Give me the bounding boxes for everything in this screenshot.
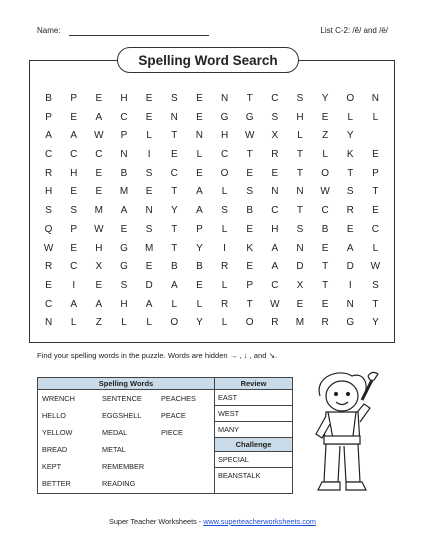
grid-letter[interactable]: G: [346, 317, 355, 329]
footer: [0, 517, 425, 526]
grid-letter[interactable]: B: [170, 261, 178, 273]
grid-letter[interactable]: T: [171, 223, 178, 235]
grid-row: [36, 296, 388, 315]
page-title: Spelling Word Search: [117, 47, 299, 73]
grid-letter[interactable]: E: [346, 223, 354, 235]
grid-letter[interactable]: W: [270, 298, 280, 310]
grid-letter[interactable]: E: [246, 261, 254, 273]
name-field[interactable]: [69, 35, 209, 36]
grid-letter[interactable]: T: [246, 298, 253, 310]
grid-letter[interactable]: W: [94, 130, 104, 142]
grid-letter[interactable]: S: [221, 205, 228, 217]
spelling-word: EGGSHELL: [102, 411, 142, 420]
grid-letter[interactable]: R: [271, 149, 279, 161]
grid-letter[interactable]: T: [246, 149, 253, 161]
grid-letter[interactable]: N: [296, 242, 304, 254]
spelling-word: WRENCH: [42, 394, 75, 403]
grid-letter[interactable]: I: [348, 279, 352, 291]
grid-letter[interactable]: E: [95, 186, 103, 198]
grid-letter[interactable]: L: [221, 279, 228, 291]
grid-letter[interactable]: A: [271, 261, 279, 273]
grid-letter[interactable]: L: [372, 111, 379, 123]
grid-letter[interactable]: W: [43, 242, 54, 254]
grid-letter[interactable]: Z: [322, 130, 329, 142]
grid-letter[interactable]: L: [146, 317, 152, 329]
grid-row: [36, 109, 388, 128]
grid-letter[interactable]: A: [170, 279, 178, 291]
grid-letter[interactable]: E: [246, 167, 254, 179]
grid-row: [36, 146, 388, 165]
grid-letter[interactable]: E: [145, 93, 153, 104]
spelling-word: [161, 441, 218, 458]
grid-letter[interactable]: N: [346, 298, 354, 310]
grid-letter[interactable]: C: [271, 205, 279, 217]
spelling-word: MEDAL: [102, 428, 128, 437]
grid-letter[interactable]: C: [70, 149, 78, 161]
grid-letter[interactable]: S: [170, 93, 178, 104]
spelling-word: KEPT: [42, 462, 62, 471]
spelling-word: [161, 458, 218, 475]
grid-letter[interactable]: E: [95, 279, 103, 291]
grid-letter[interactable]: H: [296, 111, 304, 123]
grid-letter[interactable]: P: [70, 93, 78, 104]
grid-letter[interactable]: I: [72, 279, 76, 291]
grid-letter[interactable]: E: [95, 167, 103, 179]
grid-letter[interactable]: L: [70, 317, 77, 329]
grid-letter[interactable]: P: [120, 130, 128, 142]
grid-letter[interactable]: N: [120, 149, 128, 161]
grid-letter[interactable]: T: [296, 205, 304, 217]
grid-letter[interactable]: E: [321, 298, 329, 310]
spelling-word: PEACHES: [161, 394, 196, 403]
grid-letter[interactable]: L: [121, 317, 127, 329]
grid-letter[interactable]: B: [196, 261, 203, 273]
grid-letter[interactable]: S: [246, 186, 254, 198]
grid-letter[interactable]: R: [220, 261, 229, 273]
grid-letter[interactable]: G: [120, 261, 128, 273]
grid-letter[interactable]: C: [44, 298, 53, 310]
grid-letter[interactable]: A: [45, 130, 52, 142]
grid-letter[interactable]: L: [146, 130, 152, 142]
review-header: Review: [215, 378, 292, 390]
grid-letter[interactable]: C: [120, 111, 128, 123]
grid-letter[interactable]: O: [220, 167, 229, 179]
grid-row: [36, 277, 388, 296]
grid-letter[interactable]: R: [44, 167, 53, 179]
grid-letter[interactable]: Y: [196, 242, 203, 254]
grid-row: [36, 258, 388, 277]
spelling-word: [161, 475, 218, 492]
grid-letter[interactable]: E: [70, 242, 78, 254]
grid-letter[interactable]: X: [95, 261, 103, 273]
spelling-word: REMEMBER: [102, 462, 145, 471]
grid-letter[interactable]: A: [120, 205, 128, 217]
list-label: List C-2: /ĕ/ and /ē/: [320, 26, 388, 35]
grid-letter[interactable]: E: [196, 279, 203, 291]
grid-letter[interactable]: E: [271, 167, 279, 179]
grid-letter[interactable]: S: [296, 93, 304, 104]
grid-letter[interactable]: A: [196, 186, 203, 198]
letter-grid: [36, 90, 388, 333]
grid-letter[interactable]: S: [271, 111, 279, 123]
grid-letter[interactable]: Z: [95, 317, 102, 329]
spelling-words-section: [38, 378, 215, 493]
spelling-word: SENTENCE: [102, 394, 142, 403]
grid-letter[interactable]: A: [196, 205, 203, 217]
grid-letter[interactable]: D: [145, 279, 153, 291]
grid-row: [36, 127, 388, 146]
grid-row: [36, 221, 388, 240]
grid-letter[interactable]: T: [171, 242, 178, 254]
grid-letter[interactable]: H: [220, 130, 229, 142]
grid-letter[interactable]: E: [372, 205, 379, 217]
grid-letter[interactable]: T: [347, 167, 354, 179]
grid-letter[interactable]: L: [196, 298, 203, 310]
grid-letter[interactable]: K: [346, 149, 354, 161]
grid-letter[interactable]: Y: [196, 317, 203, 329]
grid-letter[interactable]: N: [220, 93, 229, 104]
grid-letter[interactable]: E: [70, 111, 78, 123]
grid-letter[interactable]: S: [372, 279, 379, 291]
grid-letter[interactable]: P: [45, 111, 52, 123]
review-word: EAST: [215, 390, 292, 406]
grid-letter[interactable]: P: [246, 279, 254, 291]
grid-letter[interactable]: D: [296, 261, 304, 273]
grid-letter[interactable]: T: [372, 186, 379, 198]
grid-letter[interactable]: G: [220, 111, 229, 123]
footer-text: Super Teacher Worksheets -: [109, 517, 204, 526]
grid-letter[interactable]: L: [171, 298, 178, 310]
kid-with-wrench-illustration: [300, 366, 388, 496]
grid-letter[interactable]: M: [94, 205, 104, 217]
grid-letter[interactable]: X: [271, 130, 279, 142]
grid-letter[interactable]: C: [321, 205, 329, 217]
grid-letter[interactable]: S: [45, 205, 52, 217]
grid-letter[interactable]: M: [295, 317, 305, 329]
spelling-word: BREAD: [42, 445, 68, 454]
grid-letter[interactable]: C: [271, 93, 279, 104]
grid-letter[interactable]: C: [44, 149, 53, 161]
grid-letter[interactable]: N: [371, 93, 380, 104]
grid-letter[interactable]: O: [346, 93, 355, 104]
spelling-word: BETTER: [42, 479, 71, 488]
grid-letter[interactable]: S: [296, 223, 304, 235]
spelling-word: PIECE: [161, 428, 183, 437]
grid-letter[interactable]: M: [119, 186, 129, 198]
grid-row: [36, 90, 388, 109]
instructions: Find your spelling words in the puzzle. Words are hidden → , ↓ , and ↘.: [37, 351, 278, 360]
grid-letter[interactable]: H: [44, 186, 53, 198]
name-label: Name:: [37, 26, 61, 35]
spelling-words-list: [38, 390, 214, 492]
grid-letter[interactable]: P: [372, 167, 379, 179]
grid-letter[interactable]: W: [94, 223, 104, 235]
grid-letter[interactable]: H: [120, 298, 128, 310]
grid-letter[interactable]: H: [271, 223, 279, 235]
grid-letter[interactable]: L: [347, 111, 354, 123]
grid-letter[interactable]: [363, 127, 388, 146]
grid-letter[interactable]: E: [120, 223, 128, 235]
grid-letter[interactable]: L: [221, 186, 228, 198]
grid-letter[interactable]: K: [246, 242, 254, 254]
footer-link[interactable]: www.superteacherworksheets.com: [203, 517, 316, 526]
spelling-word: METAL: [102, 445, 126, 454]
grid-row: [36, 314, 388, 333]
grid-letter[interactable]: A: [145, 298, 153, 310]
grid-letter[interactable]: O: [245, 317, 254, 329]
grid-letter[interactable]: A: [70, 298, 78, 310]
header: [37, 26, 388, 40]
grid-letter[interactable]: O: [170, 317, 179, 329]
grid-letter[interactable]: E: [145, 261, 153, 273]
grid-letter[interactable]: B: [120, 167, 128, 179]
grid-letter[interactable]: E: [145, 186, 153, 198]
grid-letter[interactable]: C: [95, 149, 103, 161]
grid-letter[interactable]: E: [321, 111, 329, 123]
grid-letter[interactable]: L: [372, 242, 379, 254]
grid-letter[interactable]: E: [196, 111, 203, 123]
grid-letter[interactable]: T: [322, 279, 329, 291]
grid-letter[interactable]: T: [246, 93, 253, 104]
grid-letter[interactable]: O: [321, 167, 329, 179]
grid-letter[interactable]: C: [170, 167, 178, 179]
challenge-header: Challenge: [215, 438, 292, 452]
grid-letter[interactable]: W: [370, 261, 381, 273]
grid-letter[interactable]: T: [296, 167, 304, 179]
spelling-word: PEACE: [161, 411, 186, 420]
grid-letter[interactable]: E: [196, 93, 203, 104]
grid-letter[interactable]: Y: [170, 205, 178, 217]
grid-letter[interactable]: I: [223, 242, 226, 254]
grid-letter[interactable]: N: [296, 186, 304, 198]
grid-letter[interactable]: S: [145, 223, 153, 235]
grid-letter[interactable]: M: [144, 242, 154, 254]
grid-letter[interactable]: C: [220, 149, 229, 161]
grid-letter[interactable]: E: [372, 149, 379, 161]
grid-row: [36, 165, 388, 184]
grid-letter[interactable]: A: [95, 298, 103, 310]
grid-letter[interactable]: E: [170, 149, 178, 161]
spelling-words-header: Spelling Words: [38, 378, 214, 390]
grid-letter[interactable]: E: [321, 242, 329, 254]
grid-letter[interactable]: N: [44, 317, 53, 329]
grid-letter[interactable]: B: [321, 223, 329, 235]
review-word: WEST: [215, 406, 292, 422]
grid-row: [36, 240, 388, 259]
grid-letter[interactable]: I: [147, 149, 151, 161]
grid-letter[interactable]: N: [195, 130, 204, 142]
grid-letter[interactable]: B: [45, 93, 52, 104]
grid-letter[interactable]: E: [246, 223, 254, 235]
grid-letter[interactable]: P: [70, 223, 78, 235]
grid-letter[interactable]: H: [120, 93, 128, 104]
grid-letter[interactable]: W: [244, 130, 255, 142]
grid-letter[interactable]: A: [271, 242, 279, 254]
grid-letter[interactable]: Y: [372, 317, 379, 329]
grid-letter[interactable]: E: [145, 111, 153, 123]
spelling-word: HELLO: [42, 411, 66, 420]
grid-letter[interactable]: S: [120, 279, 128, 291]
grid-letter[interactable]: N: [170, 111, 178, 123]
spelling-word: READING: [102, 479, 136, 488]
grid-letter[interactable]: S: [346, 186, 354, 198]
grid-letter[interactable]: E: [196, 167, 203, 179]
grid-letter[interactable]: B: [246, 205, 254, 217]
grid-letter[interactable]: G: [245, 111, 254, 123]
grid-letter[interactable]: E: [45, 279, 52, 291]
grid-row: [36, 183, 388, 202]
word-table: [37, 377, 293, 494]
grid-letter[interactable]: R: [220, 298, 229, 310]
grid-letter[interactable]: A: [346, 242, 354, 254]
grid-letter[interactable]: C: [371, 223, 380, 235]
spelling-word: YELLOW: [42, 428, 73, 437]
grid-letter[interactable]: A: [70, 130, 78, 142]
grid-letter[interactable]: R: [346, 205, 354, 217]
grid-letter[interactable]: X: [296, 279, 304, 291]
grid-letter[interactable]: E: [296, 298, 304, 310]
grid-letter[interactable]: R: [271, 317, 279, 329]
review-word: MANY: [215, 422, 292, 438]
grid-letter[interactable]: C: [271, 279, 279, 291]
grid-letter[interactable]: T: [171, 130, 178, 142]
grid-letter[interactable]: C: [70, 261, 78, 273]
grid-letter[interactable]: P: [196, 223, 203, 235]
grid-letter[interactable]: H: [95, 242, 103, 254]
grid-letter[interactable]: T: [171, 186, 178, 198]
grid-letter[interactable]: L: [322, 149, 328, 161]
challenge-word: SPECIAL: [215, 452, 292, 468]
grid-row: [36, 202, 388, 221]
grid-letter[interactable]: Y: [346, 130, 354, 142]
grid-letter[interactable]: G: [120, 242, 128, 254]
grid-letter[interactable]: E: [70, 186, 78, 198]
grid-letter[interactable]: Y: [321, 93, 329, 104]
grid-letter[interactable]: T: [372, 298, 379, 310]
challenge-word: BEANSTALK: [218, 471, 261, 480]
grid-letter[interactable]: R: [321, 317, 329, 329]
review-section: [215, 378, 292, 493]
grid-letter[interactable]: T: [322, 261, 329, 273]
grid-letter[interactable]: N: [145, 205, 153, 217]
grid-letter[interactable]: Q: [44, 223, 53, 235]
grid-letter[interactable]: L: [221, 317, 228, 329]
grid-letter[interactable]: E: [95, 93, 103, 104]
grid-letter[interactable]: R: [44, 261, 53, 273]
grid-letter[interactable]: L: [297, 130, 303, 142]
grid-letter[interactable]: W: [320, 186, 330, 198]
grid-letter[interactable]: T: [296, 149, 304, 161]
grid-letter[interactable]: L: [196, 149, 203, 161]
grid-letter[interactable]: N: [271, 186, 279, 198]
grid-letter[interactable]: A: [95, 111, 103, 123]
grid-letter[interactable]: S: [145, 167, 153, 179]
grid-letter[interactable]: H: [70, 167, 78, 179]
grid-letter[interactable]: D: [346, 261, 354, 273]
grid-letter[interactable]: S: [70, 205, 78, 217]
grid-letter[interactable]: L: [221, 223, 228, 235]
